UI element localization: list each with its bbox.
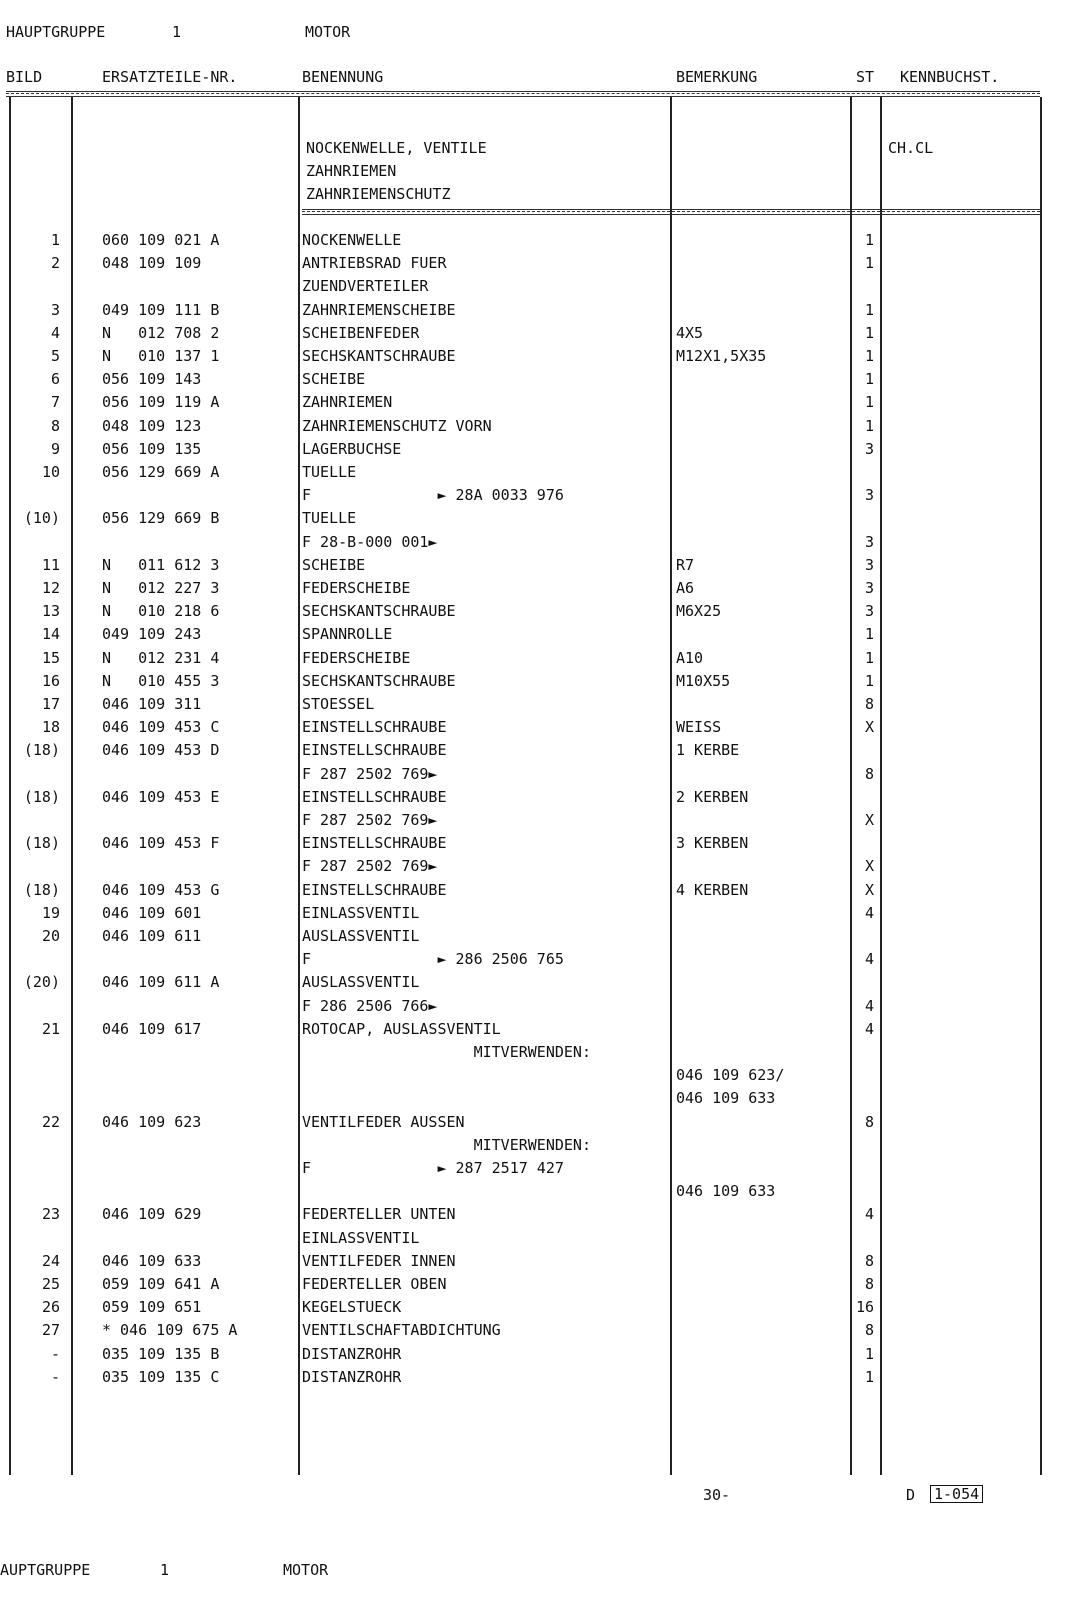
row-remark: 046 109 633 — [676, 1089, 776, 1108]
row-bild: - — [50, 1367, 60, 1386]
row-description: EINSTELLSCHRAUBE — [302, 834, 447, 853]
row-description: SPANNROLLE — [302, 625, 393, 644]
row-part-number: 056 109 135 — [102, 439, 202, 458]
row-part-number: 046 109 611 A — [102, 973, 220, 992]
row-description: KEGELSTUECK — [302, 1298, 402, 1317]
row-part-number: 046 109 453 D — [102, 741, 220, 760]
row-bild: 22 — [41, 1112, 60, 1131]
row-quantity: 1 — [864, 625, 874, 644]
row-part-number: N 012 227 3 — [102, 579, 220, 597]
row-quantity: 3 — [864, 602, 874, 621]
row-part-number: 056 129 669 B — [102, 509, 220, 528]
row-description: SECHSKANTSCHRAUBE — [302, 602, 456, 621]
row-description: SCHEIBE — [302, 370, 366, 389]
row-part-number: 035 109 135 B — [102, 1344, 220, 1363]
row-part-number: 056 109 119 A — [102, 393, 220, 412]
row-part-number: 046 109 311 — [102, 695, 202, 713]
row-description: F 28-B-000 001► — [302, 532, 438, 551]
row-bild: 13 — [41, 602, 60, 621]
row-part-number: 046 109 629 — [102, 1205, 202, 1224]
row-description: VENTILFEDER INNEN — [302, 1251, 456, 1270]
row-description: ZAHNRIEMEN — [302, 393, 393, 412]
row-description: LAGERBUCHSE — [302, 439, 402, 458]
row-description: F 286 2506 766► — [302, 996, 438, 1015]
row-part-number: 059 109 651 — [102, 1298, 202, 1317]
row-remark: R7 — [676, 555, 695, 574]
row-description: AUSLASSVENTIL — [302, 927, 420, 945]
row-description: ZAHNRIEMENSCHUTZ VORN — [302, 416, 492, 435]
row-description: DISTANZROHR — [302, 1344, 402, 1363]
row-part-number: 046 109 611 — [102, 927, 202, 945]
section-title-1: NOCKENWELLE, VENTILE — [306, 139, 487, 157]
header-rule — [6, 91, 1040, 97]
row-remark: A6 — [676, 579, 695, 597]
row-part-number: N 010 137 1 — [102, 347, 220, 365]
row-bild: 8 — [50, 416, 60, 435]
row-description: AUSLASSVENTIL — [302, 973, 420, 992]
row-remark: 046 109 623/ — [676, 1066, 785, 1085]
row-description: F 287 2502 769► — [302, 857, 438, 876]
row-quantity: 3 — [864, 532, 874, 551]
row-quantity: 8 — [864, 1251, 874, 1270]
row-bild: (18) — [23, 787, 60, 806]
row-description: DISTANZROHR — [302, 1367, 402, 1386]
row-remark: M6X25 — [676, 602, 722, 621]
col-sep-right — [1040, 97, 1042, 1475]
row-quantity: 1 — [864, 1367, 874, 1386]
col-kenn: KENNBUCHST. — [900, 68, 1000, 86]
row-bild: 18 — [41, 718, 60, 737]
row-bild: (10) — [23, 509, 60, 528]
row-quantity: 1 — [864, 671, 874, 690]
next-group-number: 1 — [160, 1561, 170, 1579]
next-group-label: AUPTGRUPPE — [0, 1561, 91, 1579]
row-remark: M10X55 — [676, 671, 731, 690]
section-kenn: CH.CL — [888, 139, 934, 157]
row-description: SCHEIBE — [302, 555, 366, 574]
row-quantity: 8 — [864, 1275, 874, 1293]
row-bild: 23 — [41, 1205, 60, 1224]
row-bild: 20 — [41, 927, 60, 945]
row-description: EINSTELLSCHRAUBE — [302, 741, 447, 760]
row-description: FEDERTELLER OBEN — [302, 1275, 447, 1293]
row-bild: 25 — [41, 1275, 60, 1293]
row-description: EINSTELLSCHRAUBE — [302, 718, 447, 737]
col-bemerkung: BEMERKUNG — [676, 68, 758, 86]
row-quantity: 1 — [864, 347, 874, 365]
page-number: 30- — [703, 1486, 731, 1504]
row-bild: 3 — [50, 300, 60, 319]
row-bild: (20) — [23, 973, 60, 992]
col-sep-bild — [71, 97, 73, 1475]
row-remark: 3 KERBEN — [676, 834, 749, 853]
sheet-badge — [930, 1484, 983, 1504]
row-description: FEDERSCHEIBE — [302, 579, 411, 597]
row-quantity: X — [864, 811, 874, 829]
row-quantity: 3 — [864, 486, 874, 505]
row-quantity: 1 — [864, 648, 874, 667]
row-remark: 4 KERBEN — [676, 880, 749, 899]
row-bild: 17 — [41, 695, 60, 713]
row-part-number: 035 109 135 C — [102, 1367, 220, 1386]
col-st: ST — [856, 68, 875, 86]
row-quantity: 8 — [864, 1321, 874, 1340]
row-bild: 5 — [50, 347, 60, 365]
row-bild: 2 — [50, 254, 60, 273]
row-part-number: 049 109 111 B — [102, 300, 220, 319]
col-teilenr: ERSATZTEILE-NR. — [102, 68, 238, 86]
row-bild: (18) — [23, 741, 60, 760]
row-description: VENTILSCHAFTABDICHTUNG — [302, 1321, 501, 1340]
row-quantity: 4 — [864, 996, 874, 1015]
row-description: SECHSKANTSCHRAUBE — [302, 347, 456, 365]
row-part-number: * 046 109 675 A — [102, 1321, 238, 1340]
col-sep-benennung — [670, 97, 672, 1475]
row-description: F 287 2502 769► — [302, 811, 438, 829]
row-description: ZAHNRIEMENSCHEIBE — [302, 300, 456, 319]
row-bild: 14 — [41, 625, 60, 644]
row-part-number: 059 109 641 A — [102, 1275, 220, 1293]
row-quantity: 8 — [864, 764, 874, 783]
row-quantity: 4 — [864, 1019, 874, 1038]
row-quantity: 4 — [864, 950, 874, 969]
col-bild: BILD — [6, 68, 43, 86]
row-description: ROTOCAP, AUSLASSVENTIL — [302, 1019, 501, 1038]
row-part-number: 046 109 453 F — [102, 834, 220, 853]
section-title-2: ZAHNRIEMEN — [306, 162, 397, 180]
col-benennung: BENENNUNG — [302, 68, 384, 86]
row-bild: 12 — [41, 579, 60, 597]
row-quantity: 1 — [864, 1344, 874, 1363]
row-description: TUELLE — [302, 509, 357, 528]
row-description: EINLASSVENTIL — [302, 1228, 420, 1247]
row-quantity: X — [864, 718, 874, 737]
group-label: HAUPTGRUPPE — [6, 23, 106, 41]
row-bild: 7 — [50, 393, 60, 412]
row-part-number: 046 109 617 — [102, 1019, 202, 1038]
row-part-number: N 010 455 3 — [102, 671, 220, 690]
row-bild: 19 — [41, 903, 60, 922]
row-part-number: 056 109 143 — [102, 370, 202, 389]
row-bild: 16 — [41, 671, 60, 690]
row-part-number: N 012 231 4 — [102, 648, 220, 667]
row-quantity: 1 — [864, 254, 874, 273]
row-description: FEDERSCHEIBE — [302, 648, 411, 667]
row-remark: A10 — [676, 648, 704, 667]
row-remark: 046 109 633 — [676, 1182, 776, 1201]
row-remark: 4X5 — [676, 323, 704, 342]
row-quantity: 8 — [864, 695, 874, 713]
row-bild: 21 — [41, 1019, 60, 1038]
row-part-number: 048 109 123 — [102, 416, 202, 435]
row-bild: 24 — [41, 1251, 60, 1270]
row-description: F ► 287 2517 427 — [302, 1159, 564, 1177]
next-group-name: MOTOR — [283, 1561, 329, 1579]
row-bild: 4 — [50, 323, 60, 342]
row-part-number: 046 109 453 G — [102, 880, 220, 899]
row-quantity: 1 — [864, 370, 874, 389]
col-sep-st — [880, 97, 882, 1475]
row-quantity: X — [864, 857, 874, 876]
row-description: SECHSKANTSCHRAUBE — [302, 671, 456, 690]
row-quantity: 3 — [864, 579, 874, 597]
row-quantity: 3 — [864, 555, 874, 574]
section-title-3: ZAHNRIEMENSCHUTZ — [306, 185, 451, 203]
row-remark: 2 KERBEN — [676, 787, 749, 806]
row-part-number: 060 109 021 A — [102, 231, 220, 249]
row-part-number: 048 109 109 — [102, 254, 202, 273]
row-remark: WEISS — [676, 718, 722, 737]
row-remark: M12X1,5X35 — [676, 347, 767, 365]
row-quantity: 3 — [864, 439, 874, 458]
row-bild: 9 — [50, 439, 60, 458]
row-bild: 6 — [50, 370, 60, 389]
row-bild: 27 — [41, 1321, 60, 1340]
row-quantity: X — [864, 880, 874, 899]
row-part-number: 056 129 669 A — [102, 463, 220, 481]
row-part-number: N 011 612 3 — [102, 555, 220, 574]
col-sep-nr — [298, 97, 300, 1475]
row-description: EINSTELLSCHRAUBE — [302, 880, 447, 899]
row-description: MITVERWENDEN: — [302, 1043, 591, 1061]
row-part-number: 046 109 601 — [102, 903, 202, 922]
row-part-number: N 012 708 2 — [102, 323, 220, 342]
row-description: ZUENDVERTEILER — [302, 277, 429, 296]
row-description: VENTILFEDER AUSSEN — [302, 1112, 465, 1131]
row-bild: 26 — [41, 1298, 60, 1317]
row-description: STOESSEL — [302, 695, 375, 713]
row-description: SCHEIBENFEDER — [302, 323, 420, 342]
row-description: EINSTELLSCHRAUBE — [302, 787, 447, 806]
row-part-number: 049 109 243 — [102, 625, 202, 644]
group-number: 1 — [172, 23, 182, 41]
group-name: MOTOR — [305, 23, 351, 41]
row-quantity: 4 — [864, 903, 874, 922]
row-description: EINLASSVENTIL — [302, 903, 420, 922]
row-part-number: 046 109 453 E — [102, 787, 220, 806]
row-part-number: N 010 218 6 — [102, 602, 220, 621]
row-quantity: 1 — [864, 416, 874, 435]
row-bild: 11 — [41, 555, 60, 574]
row-quantity: 4 — [864, 1205, 874, 1224]
row-quantity: 1 — [864, 231, 874, 249]
row-bild: (18) — [23, 834, 60, 853]
row-description: F ► 28A 0033 976 — [302, 486, 564, 505]
row-bild: 10 — [41, 463, 60, 481]
country-code: D — [906, 1486, 916, 1504]
row-part-number: 046 109 623 — [102, 1112, 202, 1131]
row-description: NOCKENWELLE — [302, 231, 402, 249]
row-quantity: 1 — [864, 300, 874, 319]
row-description: F ► 286 2506 765 — [302, 950, 564, 969]
row-description: F 287 2502 769► — [302, 764, 438, 783]
row-description: TUELLE — [302, 463, 357, 481]
row-description: ANTRIEBSRAD FUER — [302, 254, 447, 273]
row-bild: - — [50, 1344, 60, 1363]
row-remark: 1 KERBE — [676, 741, 740, 760]
row-quantity: 8 — [864, 1112, 874, 1131]
row-quantity: 1 — [864, 323, 874, 342]
row-part-number: 046 109 633 — [102, 1251, 202, 1270]
row-quantity: 1 — [864, 393, 874, 412]
row-description: MITVERWENDEN: — [302, 1135, 591, 1154]
row-bild: 15 — [41, 648, 60, 667]
row-bild: 1 — [50, 231, 60, 249]
row-bild: (18) — [23, 880, 60, 899]
row-description: FEDERTELLER UNTEN — [302, 1205, 456, 1224]
row-part-number: 046 109 453 C — [102, 718, 220, 737]
row-quantity: 16 — [855, 1298, 874, 1317]
sheet-number: 1-054 — [930, 1485, 983, 1503]
